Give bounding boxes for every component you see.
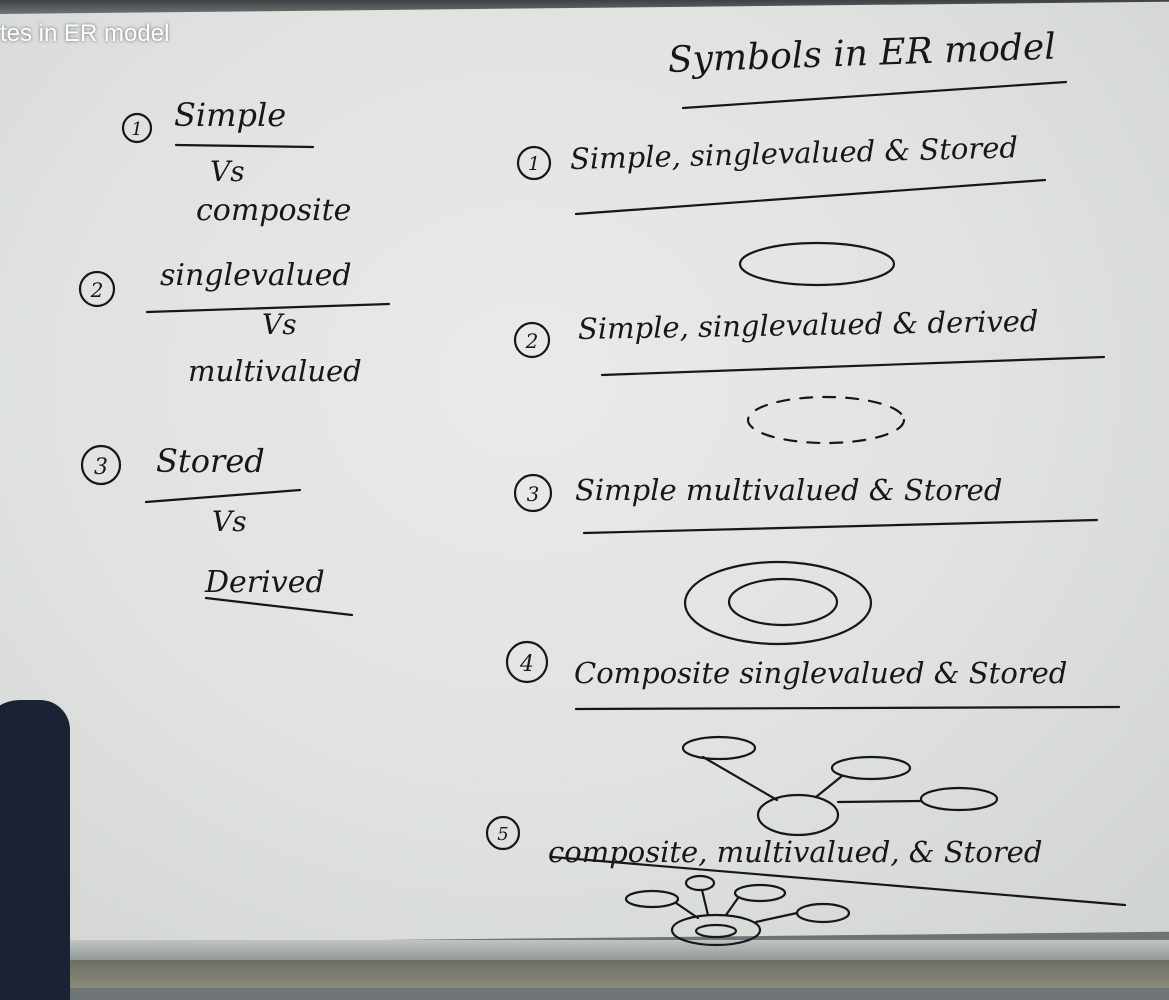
left-item-2-second: multivalued <box>188 354 362 388</box>
left-item-1-vs: Vs <box>210 155 245 188</box>
left-item-1-second: composite <box>196 193 352 228</box>
composite-sub-ellipse <box>832 757 910 779</box>
composite-multivalued-inner <box>696 925 736 937</box>
composite-multivalued-outer <box>672 915 760 945</box>
left-item-3-first-underline <box>146 490 300 502</box>
symbol-item-3-label: Simple multivalued & Stored <box>575 473 1003 507</box>
composite-attribute-symbol <box>683 737 997 835</box>
symbol-item-4-label: Composite singlevalued & Stored <box>574 656 1068 690</box>
composite-sub-ellipse <box>686 876 714 890</box>
left-item-2-vs: Vs <box>262 308 297 341</box>
left-item-3-vs: Vs <box>212 505 247 538</box>
left-item-1-number: 1 <box>131 119 143 140</box>
symbol-item-1-number: 1 <box>527 153 541 175</box>
video-title: tes in ER model <box>0 20 170 47</box>
symbol-item-1-label: Simple, singlevalued & Stored <box>569 130 1019 176</box>
left-item-3-first: Stored <box>156 442 265 480</box>
composite-sub-ellipse <box>921 788 997 810</box>
composite-multivalued-symbol <box>626 876 849 945</box>
symbol-item-2-label: Simple, singlevalued & derived <box>577 303 1039 346</box>
composite-sub-ellipse <box>735 885 785 901</box>
symbol-item-4-number: 4 <box>520 652 534 677</box>
left-item-1-first: Simple <box>174 96 287 134</box>
symbol-item-5-underline <box>552 857 1125 905</box>
heading-underline <box>683 82 1066 108</box>
composite-sub-ellipse <box>683 737 755 759</box>
left-item-3-number: 3 <box>94 455 108 480</box>
left-item-2-number: 2 <box>90 278 104 302</box>
composite-main-ellipse <box>758 795 838 835</box>
symbol-item-2-underline <box>602 357 1104 375</box>
left-item-3-second: Derived <box>205 565 325 600</box>
double-ellipse-outer <box>685 562 871 644</box>
symbol-item-5-label: composite, multivalued, & Stored <box>548 835 1043 869</box>
composite-sub-ellipse <box>626 891 678 907</box>
symbol-item-2-number: 2 <box>525 329 539 353</box>
symbol-item-3-underline <box>584 520 1097 533</box>
composite-sub-ellipse <box>797 904 849 922</box>
left-item-2-underline <box>147 304 389 312</box>
symbols-heading: Symbols in ER model <box>667 26 1057 81</box>
left-item-1-underline <box>176 145 313 147</box>
double-ellipse-inner <box>729 579 837 625</box>
left-item-3-second-underline <box>206 598 352 615</box>
symbol-item-4-underline <box>576 707 1119 709</box>
symbol-item-5-number: 5 <box>497 824 509 845</box>
single-ellipse-symbol <box>740 243 894 285</box>
left-item-2-first: singlevalued <box>160 258 352 293</box>
dashed-ellipse-symbol <box>748 397 904 443</box>
symbol-item-3-number: 3 <box>526 482 540 506</box>
symbol-item-1-underline <box>576 180 1045 214</box>
